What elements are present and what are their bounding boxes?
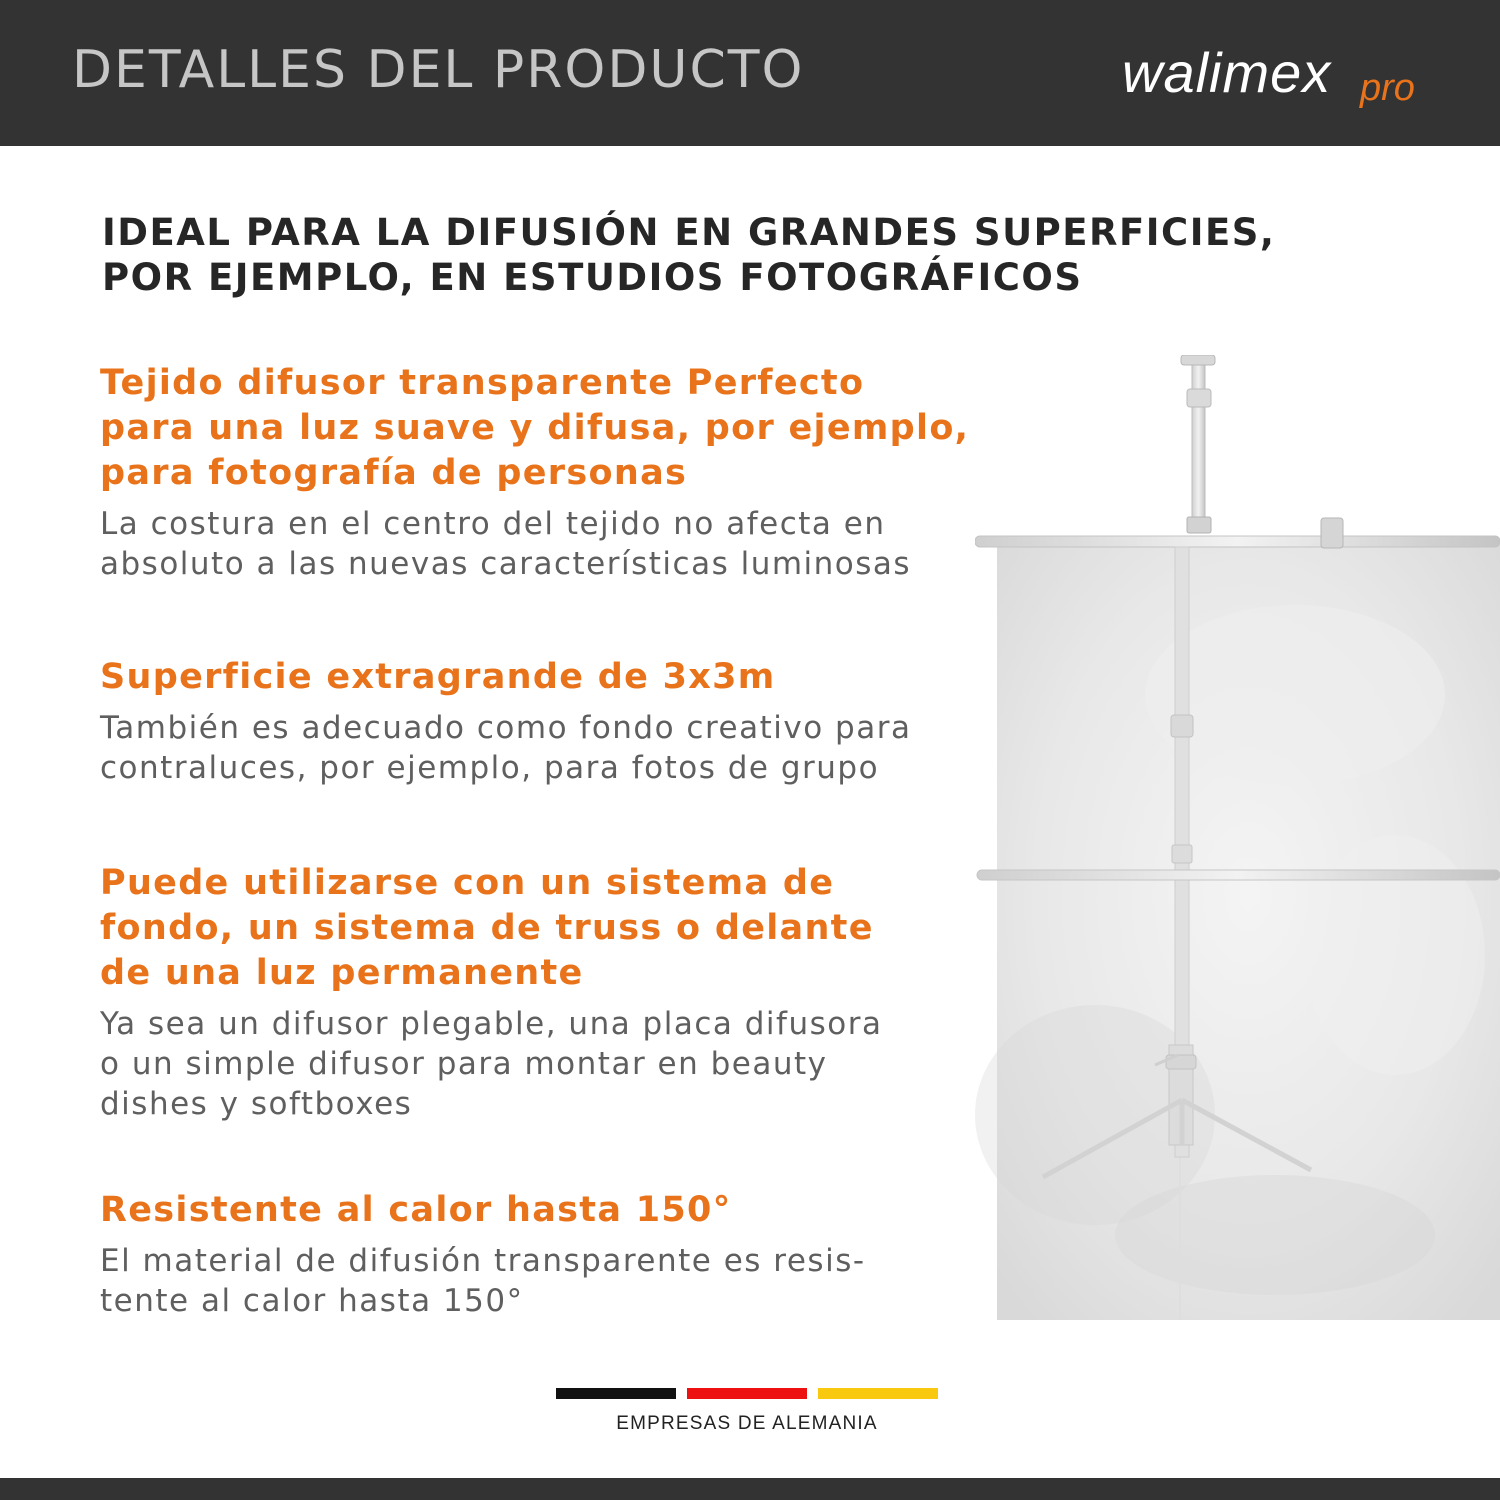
- feature-title-line: Resistente al calor hasta 150°: [100, 1190, 732, 1230]
- feature-desc-line: tente al calor hasta 150°: [100, 1283, 524, 1319]
- headline-line: IDEAL PARA LA DIFUSIÓN EN GRANDES SUPERFICIES,: [102, 211, 1276, 254]
- feature-title-line: fondo, un sistema de truss o delante: [100, 908, 874, 948]
- walimex-pro-logo: [1120, 30, 1440, 120]
- feature-description: [100, 504, 960, 584]
- feature-desc-line: Ya sea un difusor plegable, una placa difusora: [100, 1006, 883, 1042]
- logo-brand: walimex: [1122, 41, 1332, 104]
- flag-stripe-black: [556, 1388, 676, 1399]
- top-crossbar: [975, 536, 1500, 547]
- headline-line: POR EJEMPLO, EN ESTUDIOS FOTOGRÁFICOS: [102, 256, 1083, 299]
- feature-title-line: Superficie extragrande de 3x3m: [100, 657, 776, 697]
- feature-title: [100, 361, 970, 496]
- feature-description: [100, 708, 960, 788]
- feature-desc-line: dishes y softboxes: [100, 1086, 413, 1122]
- feature-title-line: Tejido difusor transparente Perfecto: [100, 363, 865, 403]
- feature-desc-line: El material de difusión transparente es resis-: [100, 1243, 866, 1279]
- stand-top-pole: [1192, 358, 1205, 533]
- feature-mounting-options: [100, 861, 960, 1124]
- feature-title-line: para una luz suave y difusa, por ejemplo,: [100, 408, 970, 448]
- feature-title: [100, 861, 960, 996]
- feature-desc-line: contraluces, por ejemplo, para fotos de grupo: [100, 750, 880, 786]
- feature-desc-line: o un simple difusor para montar en beauty: [100, 1046, 828, 1082]
- flag-stripe-red: [687, 1388, 807, 1399]
- feature-heat-resistant: [100, 1188, 960, 1321]
- feature-desc-line: absoluto a las nuevas características luminosas: [100, 546, 912, 582]
- product-photo-diffuser-stand: [975, 355, 1500, 1320]
- footer-caption: EMPRESAS DE ALEMANIA: [616, 1413, 878, 1434]
- feature-title: [100, 655, 960, 700]
- middle-crossbar: [977, 870, 1500, 880]
- logo-suffix: pro: [1360, 67, 1415, 109]
- feature-description: [100, 1004, 960, 1124]
- feature-title-line: Puede utilizarse con un sistema de: [100, 863, 835, 903]
- feature-extra-large-surface: [100, 655, 960, 788]
- feature-description: [100, 1241, 960, 1321]
- feature-title-line: para fotografía de personas: [100, 453, 688, 493]
- feature-title: [100, 1188, 960, 1233]
- header-title: DETALLES DEL PRODUCTO: [72, 40, 805, 100]
- feature-title-line: de una luz permanente: [100, 953, 584, 993]
- flag-stripe-gold: [818, 1388, 938, 1399]
- headline: [102, 210, 1402, 300]
- feature-desc-line: También es adecuado como fondo creativo para: [100, 710, 912, 746]
- feature-desc-line: La costura en el centro del tejido no afecta en: [100, 506, 886, 542]
- footer-bar: [0, 1478, 1500, 1500]
- feature-transparent-fabric: [100, 361, 970, 584]
